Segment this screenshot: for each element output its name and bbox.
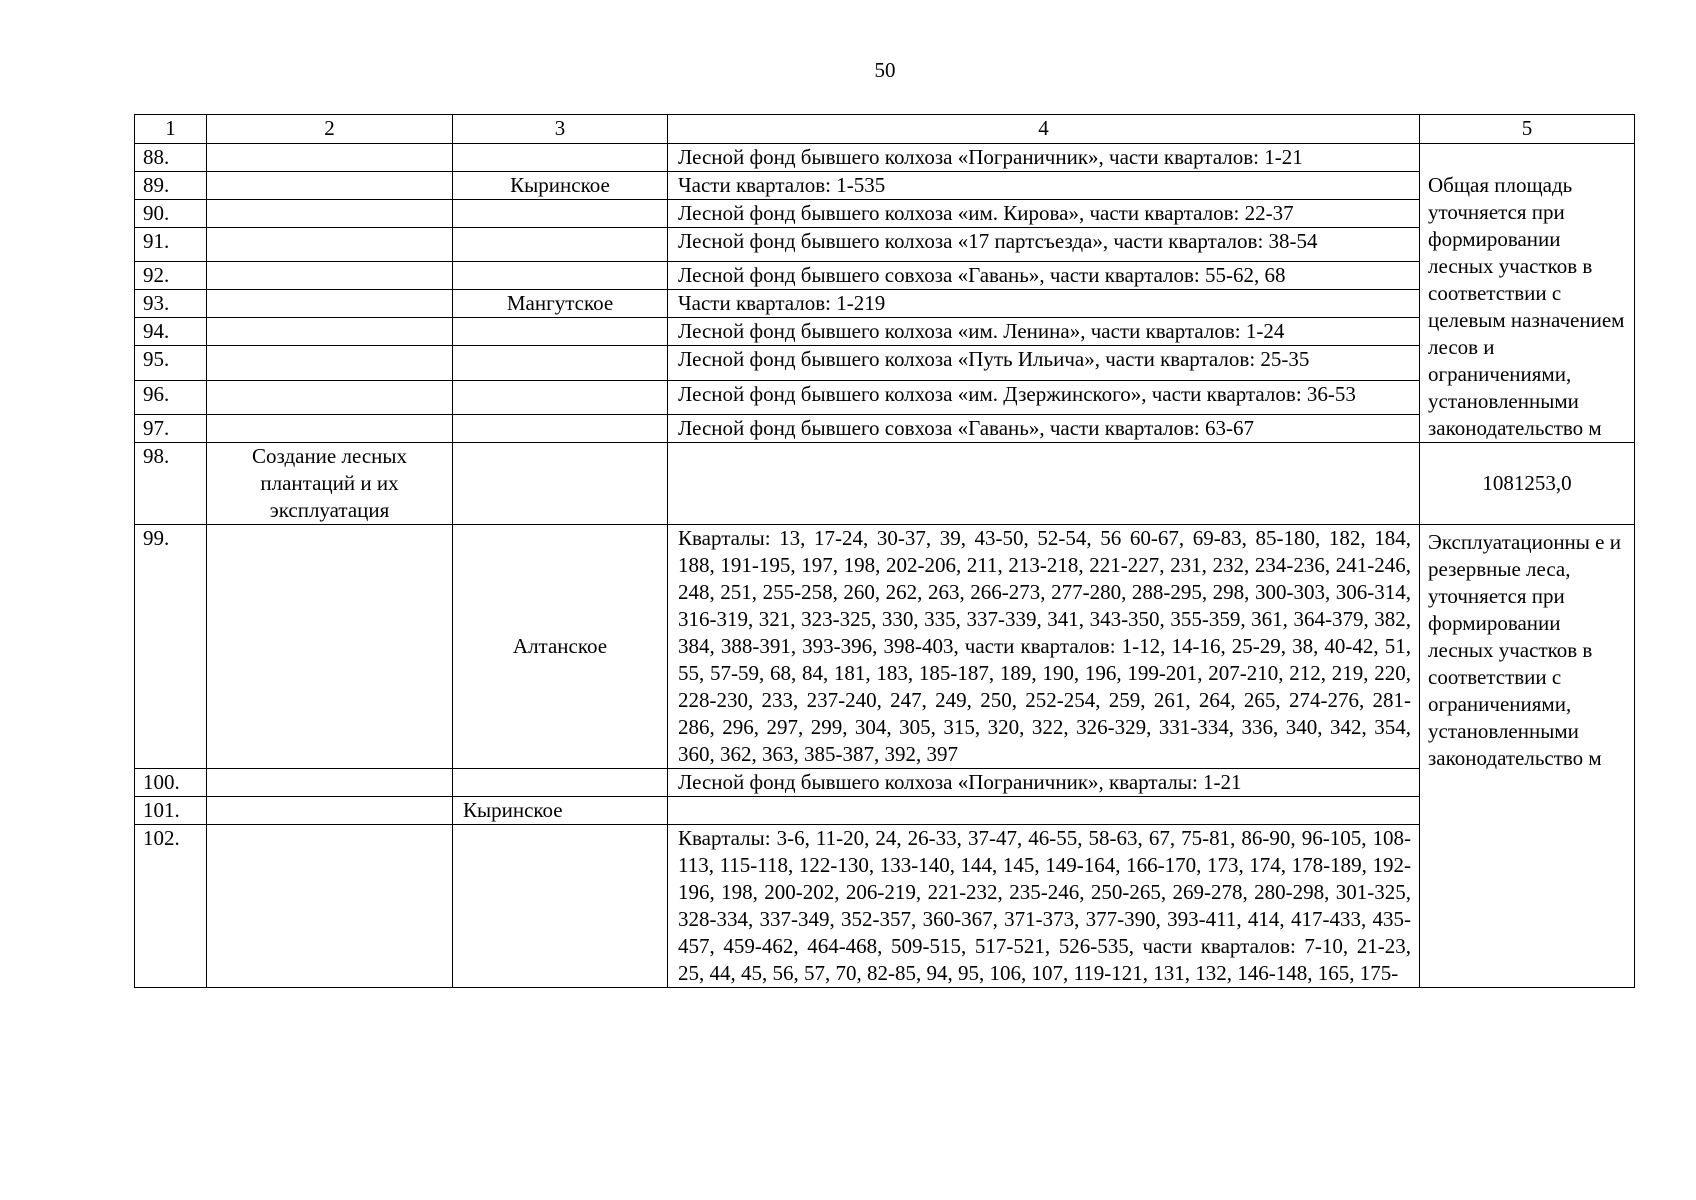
row-col3 <box>453 346 668 380</box>
row-number: 88. <box>135 144 207 172</box>
row-col3 <box>453 228 668 262</box>
row-col3 <box>453 769 668 797</box>
header-col-3: 3 <box>453 115 668 144</box>
table-row <box>135 415 1635 443</box>
table-row <box>135 200 1635 228</box>
row-col4: Лесной фонд бывшего колхоза «Путь Ильича», части кварталов: 25-35 <box>668 346 1420 380</box>
row-number: 98. <box>135 443 207 525</box>
row-col3: Кыринское <box>453 172 668 200</box>
table-row <box>135 380 1635 414</box>
table-row <box>135 825 1635 988</box>
row-col4: Лесной фонд бывшего совхоза «Гавань», части кварталов: 55-62, 68 <box>668 262 1420 290</box>
row-number: 93. <box>135 290 207 318</box>
row-col4: Лесной фонд бывшего колхоза «им. Кирова», части кварталов: 22-37 <box>668 200 1420 228</box>
row-number: 100. <box>135 769 207 797</box>
page-number: 50 <box>874 58 896 82</box>
table-row <box>135 172 1635 200</box>
table-row <box>135 290 1635 318</box>
header-row <box>135 115 1635 144</box>
row-col4: Лесной фонд бывшего колхоза «Пограничник», части кварталов: 1-21 <box>668 144 1420 172</box>
row-col3 <box>453 825 668 988</box>
row-col2 <box>207 525 453 769</box>
row-col3 <box>453 200 668 228</box>
row-number: 102. <box>135 825 207 988</box>
table-row <box>135 318 1635 346</box>
forest-table <box>134 114 1635 988</box>
row-col2 <box>207 769 453 797</box>
row-number: 94. <box>135 318 207 346</box>
table-row <box>135 346 1635 380</box>
row-number: 91. <box>135 228 207 262</box>
row-number: 97. <box>135 415 207 443</box>
row-col3 <box>453 380 668 414</box>
table-row <box>135 228 1635 262</box>
row-col2 <box>207 228 453 262</box>
row-col4 <box>668 797 1420 825</box>
row-col3: Мангутское <box>453 290 668 318</box>
row-col4 <box>668 443 1420 525</box>
row-col4: Лесной фонд бывшего совхоза «Гавань», части кварталов: 63-67 <box>668 415 1420 443</box>
row-col2 <box>207 415 453 443</box>
table-row <box>135 797 1635 825</box>
row-col4: Части кварталов: 1-219 <box>668 290 1420 318</box>
row-col2 <box>207 144 453 172</box>
row-col2 <box>207 172 453 200</box>
header-col-1: 1 <box>135 115 207 144</box>
row-number: 99. <box>135 525 207 769</box>
row-col2 <box>207 290 453 318</box>
note-block-1: Общая площадь уточняется при формировании лесных участков в соответствии с целевым назначением лесов и ограничениями, установленными законодательство м <box>1420 144 1635 443</box>
header-col-2: 2 <box>207 115 453 144</box>
row-col2 <box>207 262 453 290</box>
row-number: 92. <box>135 262 207 290</box>
row-col4: Лесной фонд бывшего колхоза «им. Дзержинского», части кварталов: 36-53 <box>668 380 1420 414</box>
row-col2 <box>207 346 453 380</box>
row-col4: Лесной фонд бывшего колхоза «Пограничник», кварталы: 1-21 <box>668 769 1420 797</box>
table-row <box>135 262 1635 290</box>
row-col3: Кыринское <box>453 797 668 825</box>
header-col-5: 5 <box>1420 115 1635 144</box>
row-col2 <box>207 825 453 988</box>
row-col2 <box>207 797 453 825</box>
table-row <box>135 769 1635 797</box>
row-number: 90. <box>135 200 207 228</box>
row-col4: Лесной фонд бывшего колхоза «им. Ленина», части кварталов: 1-24 <box>668 318 1420 346</box>
row-col3: Алтанское <box>453 525 668 769</box>
table-row <box>135 144 1635 172</box>
row-col2 <box>207 380 453 414</box>
row-col3 <box>453 144 668 172</box>
row-col4: Кварталы: 13, 17-24, 30-37, 39, 43-50, 52-54, 56 60-67, 69-83, 85-180, 182, 184, 188, 191-195, 197, 198, 202-206, 211, 213-218, 221-227, 231, 232, 234-236, 241-246, 248, 251, 255-258, 260, 262, 263, 266-273, 277-280, 288-295, 298, 300-303, 306-314, 316-319, 321, 323-325, 330, 335, 337-339, 341, 343-350, 355-359, 361, 364-379, 382, 384, 388-391, 393-396, 398-403, части кварталов: 1-12, 14-16, 25-29, 38, 40-42, 51, 55, 57-59, 68, 84, 181, 183, 185-187, 189, 190, 196, 199-201, 207-210, 212, 219, 220, 228-230, 233, 237-240, 247, 249, 250, 252-254, 259, 261, 264, 265, 274-276, 281-286, 296, 297, 299, 304, 305, 315, 320, 322, 326-329, 331-334, 336, 340, 342, 354, 360, 362, 363, 385-387, 392, 397 <box>668 525 1420 769</box>
area-value: 1081253,0 <box>1420 443 1635 525</box>
note-block-2: Эксплуатационны е и резервные леса, уточняется при формировании лесных участков в соответствии с ограничениями, установленными законодательство м <box>1420 525 1635 988</box>
table-row <box>135 525 1635 769</box>
row-col2: Создание лесных плантаций и их эксплуатация <box>207 443 453 525</box>
row-number: 96. <box>135 380 207 414</box>
row-col2 <box>207 318 453 346</box>
row-col3 <box>453 262 668 290</box>
row-col2 <box>207 200 453 228</box>
table-row <box>135 443 1635 525</box>
row-number: 95. <box>135 346 207 380</box>
row-col4: Кварталы: 3-6, 11-20, 24, 26-33, 37-47, 46-55, 58-63, 67, 75-81, 86-90, 96-105, 108-113, 115-118, 122-130, 133-140, 144, 145, 149-164, 166-170, 173, 174, 178-189, 192-196, 198, 200-202, 206-219, 221-232, 235-246, 250-265, 269-278, 280-298, 301-325, 328-334, 337-349, 352-357, 360-367, 371-373, 377-390, 393-411, 414, 417-433, 435-457, 459-462, 464-468, 509-515, 517-521, 526-535, части кварталов: 7-10, 21-23, 25, 44, 45, 56, 57, 70, 82-85, 94, 95, 106, 107, 119-121, 131, 132, 146-148, 165, 175- <box>668 825 1420 988</box>
row-col3 <box>453 443 668 525</box>
row-col3 <box>453 318 668 346</box>
header-col-4: 4 <box>668 115 1420 144</box>
row-number: 89. <box>135 172 207 200</box>
row-col4: Части кварталов: 1-535 <box>668 172 1420 200</box>
row-col3 <box>453 415 668 443</box>
row-number: 101. <box>135 797 207 825</box>
row-col4: Лесной фонд бывшего колхоза «17 партсъезда», части кварталов: 38-54 <box>668 228 1420 262</box>
